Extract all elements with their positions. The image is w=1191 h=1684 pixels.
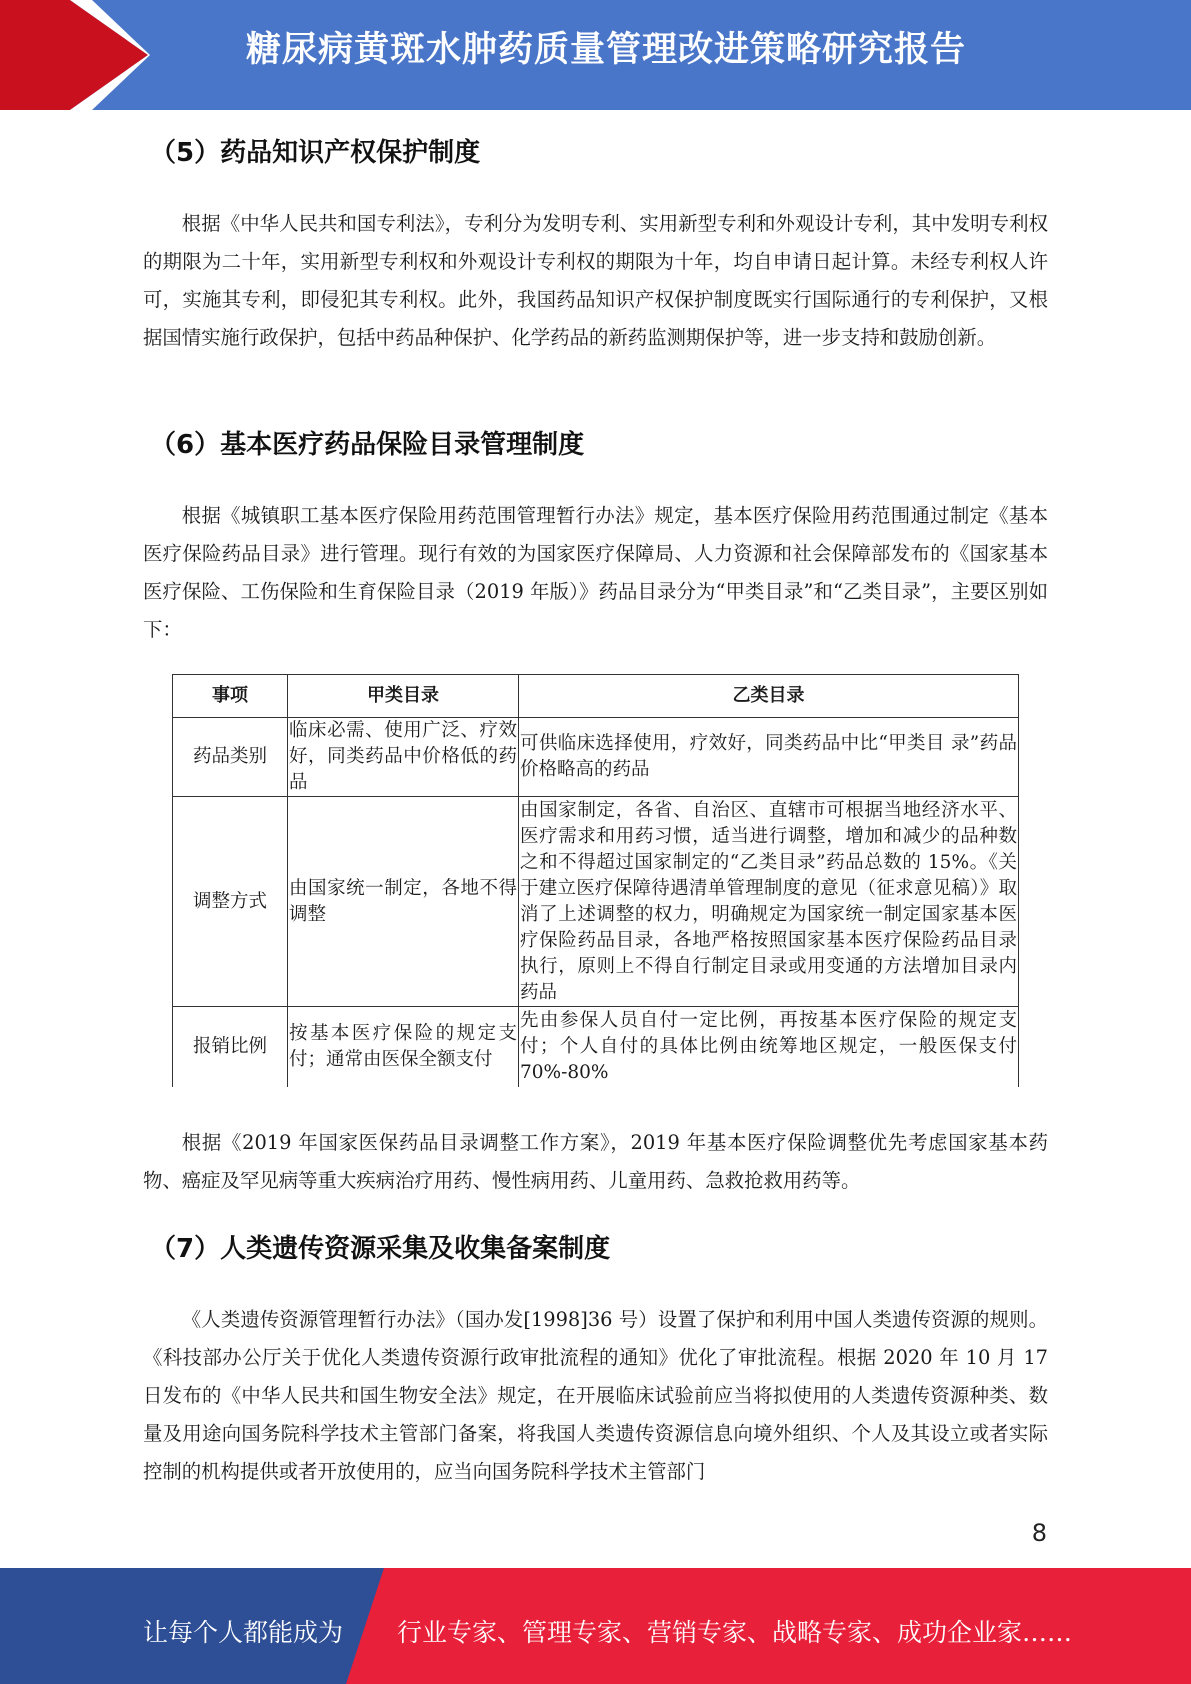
footer-slogan-right: 行业专家、管理专家、营销专家、战略专家、成功企业家…… xyxy=(397,1618,1073,1647)
catalog-comparison-table xyxy=(172,674,1019,1087)
table-row xyxy=(173,797,1019,1007)
paragraph-genetic-resources: 《人类遗传资源管理暂行办法》（国办发[1998]36 号）设置了保护和利用中国人类遗传资源的规则。《科技部办公厅关于优化人类遗传资源行政审批流程的通知》优化了审批流程。根据 2020 年 10 月 17 日发布的《中华人民共和国生物安全法》规定，在开展临床试验前应当将拟使用的人类遗传资源种类、数量及用途向国务院科学技术主管部门备案，将我国人类遗传资源信息向境外组织、个人及其设立或者实际控制的机构提供或者开放使用的，应当向国务院科学技术主管部门 xyxy=(143,1308,1048,1483)
table-header-item: 事项 xyxy=(173,675,288,718)
table-cell-item: 调整方式 xyxy=(173,797,288,1007)
section-heading-7: （7）人类遗传资源采集及收集备案制度 xyxy=(150,1234,611,1264)
table-cell-item: 药品类别 xyxy=(173,718,288,797)
table-row xyxy=(173,1007,1019,1087)
paragraph-patent-protection: 根据《中华人民共和国专利法》，专利分为发明专利、实用新型专利和外观设计专利，其中发明专利权的期限为二十年，实用新型专利权和外观设计专利权的期限为十年，均自申请日起计算。未经专利权人许可，实施其专利，即侵犯其专利权。此外，我国药品知识产权保护制度既实行国际通行的专利保护，又根据国情实施行政保护，包括中药品种保护、化学药品的新药监测期保护等，进一步支持和鼓励创新。 xyxy=(143,212,1048,349)
table-row xyxy=(173,718,1019,797)
table-cell-class-b: 可供临床选择使用，疗效好，同类药品中比“甲类目 录”药品价格略高的药品 xyxy=(519,718,1019,797)
table-header-row xyxy=(173,675,1019,718)
paragraph-insurance-catalog: 根据《城镇职工基本医疗保险用药范围管理暂行办法》规定，基本医疗保险用药范围通过制定《基本医疗保险药品目录》进行管理。现行有效的为国家医疗保障局、人力资源和社会保障部发布的《国家基本医疗保险、工伤保险和生育保险目录（2019 年版）》药品目录分为“甲类目录”和“乙类目录”，主要区别如下： xyxy=(143,504,1048,641)
table-cell-class-b: 由国家制定，各省、自治区、直辖市可根据当地经济水平、医疗需求和用药习惯，适当进行调整，增加和减少的品种数之和不得超过国家制定的“乙类目录”药品总数的 15%。《关于建立医疗保障待遇清单管理制度的意见（征求意见稿）》取消了上述调整的权力，明确规定为国家统一制定国家基本医疗保险药品目录，各地严格按照国家基本医疗保险药品目录执行，原则上不得自行制定目录或用变通的方法增加目录内药品 xyxy=(519,797,1019,1007)
page-header xyxy=(0,0,1191,110)
table-cell-item: 报销比例 xyxy=(173,1007,288,1087)
paragraph-2019-adjustment: 根据《2019 年国家医保药品目录调整工作方案》，2019 年基本医疗保险调整优先考虑国家基本药物、癌症及罕见病等重大疾病治疗用药、慢性病用药、儿童用药、急救抢救用药等。 xyxy=(143,1131,1048,1192)
table-cell-class-a: 按基本医疗保险的规定支付；通常由医保全额支付 xyxy=(288,1007,519,1087)
table-cell-class-a: 临床必需、使用广泛、疗效好，同类药品中价格低的药品 xyxy=(288,718,519,797)
footer-slogan-left: 让每个人都能成为 xyxy=(143,1618,344,1647)
section-heading-6: （6）基本医疗药品保险目录管理制度 xyxy=(150,430,585,460)
table-header-class-b: 乙类目录 xyxy=(519,675,1019,718)
page-number: 8 xyxy=(1031,1519,1047,1547)
header-red-arrow xyxy=(0,0,148,110)
table-cell-class-b: 先由参保人员自付一定比例，再按基本医疗保险的规定支付；个人自付的具体比例由统筹地区规定，一般医保支付 70%-80% xyxy=(519,1007,1019,1087)
table-header-class-a: 甲类目录 xyxy=(288,675,519,718)
header-title: 糖尿病黄斑水肿药质量管理改进策略研究报告 xyxy=(246,30,967,70)
page-footer xyxy=(0,1568,1191,1684)
section-heading-5: （5）药品知识产权保护制度 xyxy=(150,138,481,168)
table-cell-class-a: 由国家统一制定，各地不得调整 xyxy=(288,797,519,1007)
